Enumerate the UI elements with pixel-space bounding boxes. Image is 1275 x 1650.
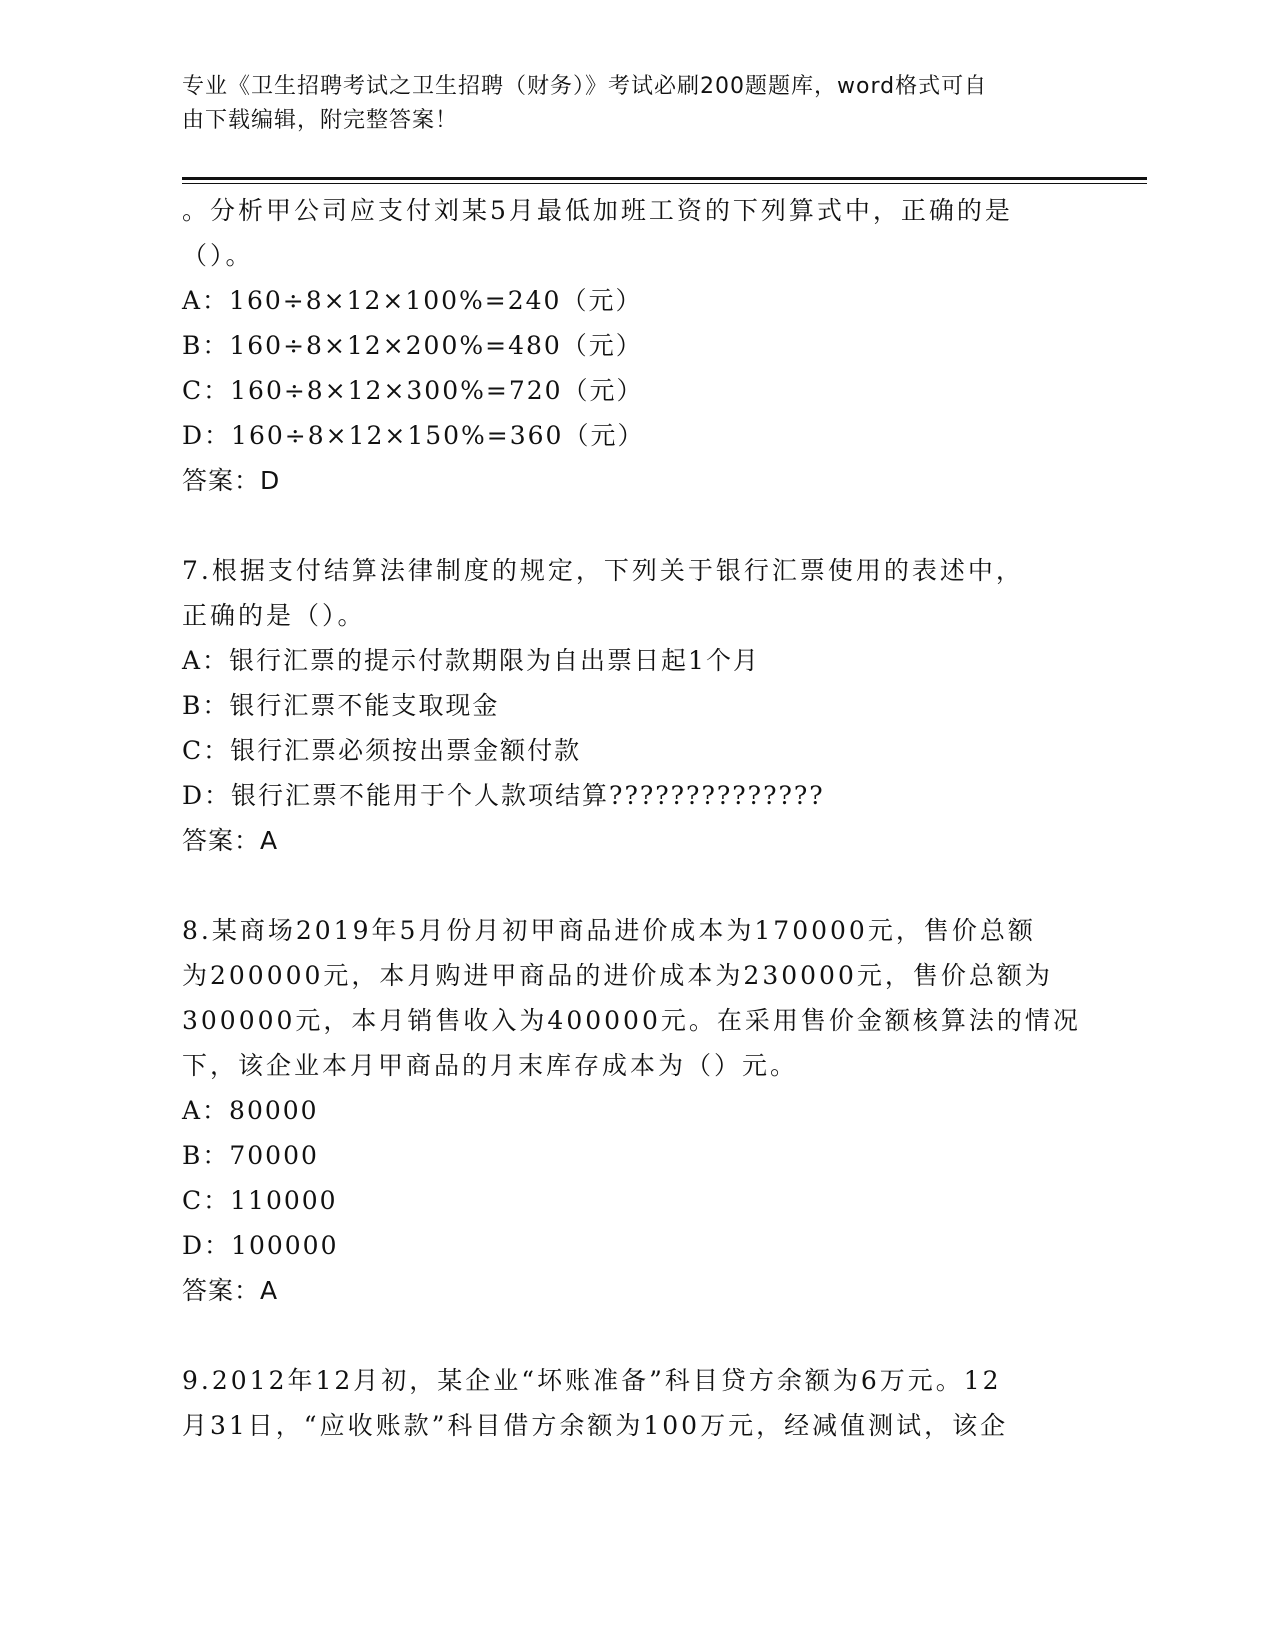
question-8-option-c: C：110000 [182, 1186, 338, 1215]
question-7-option-b: B：银行汇票不能支取现金 [182, 691, 500, 720]
question-9 [182, 1358, 1082, 1448]
question-8-option-a: A：80000 [182, 1096, 319, 1125]
question-7-option-a: A：银行汇票的提示付款期限为自出票日起1个月 [182, 646, 760, 675]
question-6-option-a: A：160÷8×12×100%=240（元） [182, 286, 643, 315]
question-7-option-c: C：银行汇票必须按出票金额付款 [182, 736, 582, 765]
question-8-stem-line-4: 下，该企业本月甲商品的月末库存成本为（）元。 [182, 1051, 799, 1080]
question-8-option-b: B：70000 [182, 1141, 319, 1170]
question-6-option-d: D：160÷8×12×150%=360（元） [182, 421, 645, 450]
question-6 [182, 188, 1082, 503]
spacer [182, 863, 1082, 908]
question-7 [182, 548, 1082, 863]
header-rule-thick [182, 177, 1147, 180]
header-title-line-1: 专业《卫生招聘考试之卫生招聘（财务）》考试必刷200题题库，word格式可自 [182, 74, 988, 99]
question-7-option-d: D：银行汇票不能用于个人款项结算?????????????? [182, 781, 825, 810]
question-6-stem-line-2: （）。 [182, 241, 254, 270]
question-8-stem-line-2: 为200000元，本月购进甲商品的进价成本为230000元，售价总额为 [182, 961, 1053, 990]
spacer [182, 503, 1082, 548]
question-6-option-c: C：160÷8×12×300%=720（元） [182, 376, 644, 405]
question-8-answer: 答案：A [182, 1276, 279, 1305]
spacer [182, 1313, 1082, 1358]
question-7-answer: 答案：A [182, 826, 279, 855]
question-8-stem-line-3: 300000元，本月销售收入为400000元。在采用售价金额核算法的情况 [182, 1006, 1081, 1035]
header-rule-thin [182, 183, 1147, 184]
question-9-stem-line-2: 月31日，“应收账款”科目借方余额为100万元，经减值测试，该企 [182, 1411, 1009, 1440]
question-8-option-d: D：100000 [182, 1231, 339, 1260]
question-6-answer: 答案：D [182, 466, 281, 495]
document-header [182, 70, 1062, 138]
question-7-stem-line-2: 正确的是（）。 [182, 601, 366, 630]
question-9-stem-line-1: 9.2012年12月初，某企业“坏账准备”科目贷方余额为6万元。12 [182, 1366, 1002, 1395]
question-8 [182, 908, 1082, 1313]
header-title-line-2: 由下载编辑，附完整答案！ [182, 108, 459, 133]
question-7-stem-line-1: 7.根据支付结算法律制度的规定，下列关于银行汇票使用的表述中， [182, 556, 1024, 585]
question-6-stem-line-1: 。分析甲公司应支付刘某5月最低加班工资的下列算式中，正确的是 [182, 196, 1013, 225]
document-body [182, 188, 1082, 1448]
question-8-stem-line-1: 8.某商场2019年5月份月初甲商品进价成本为170000元，售价总额 [182, 916, 1036, 945]
question-6-option-b: B：160÷8×12×200%=480（元） [182, 331, 643, 360]
